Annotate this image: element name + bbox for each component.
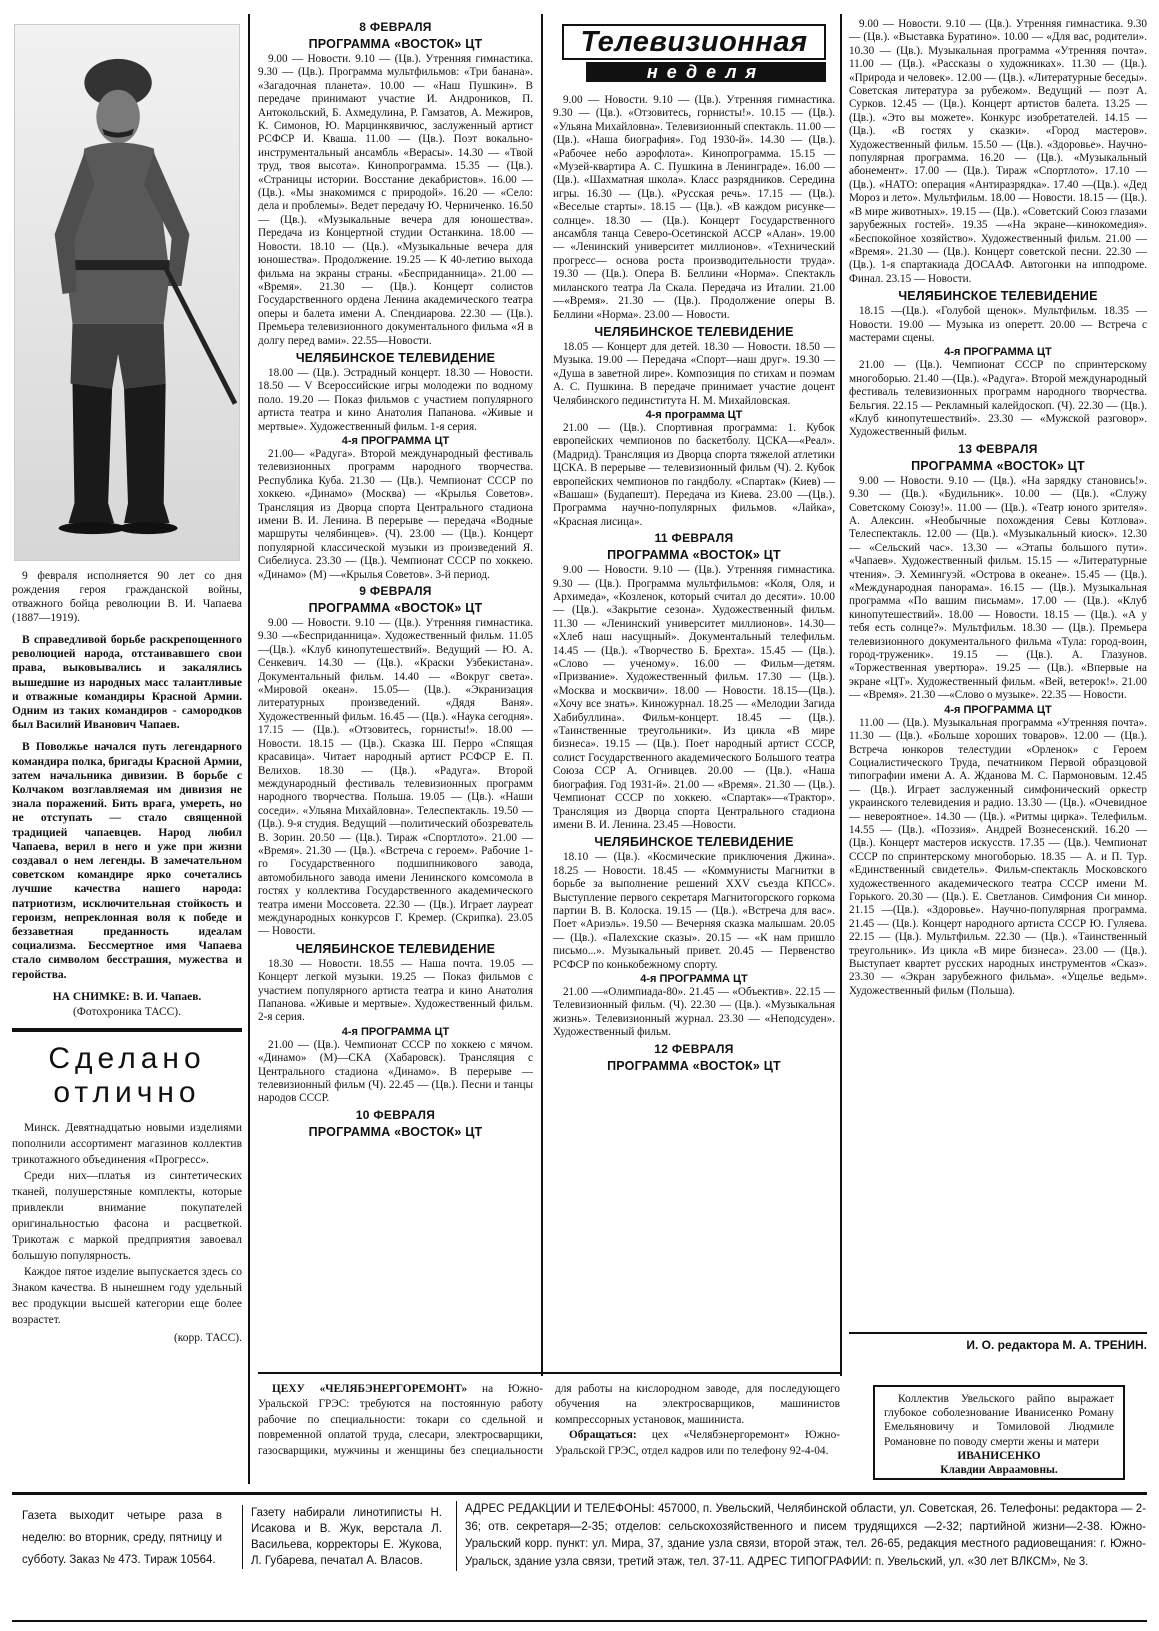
program-heading: 4-я ПРОГРАММА ЦТ (341, 1025, 450, 1038)
divider (12, 1028, 242, 1032)
column-tv-feb8-9 (258, 18, 533, 1380)
condolence-surname: ИВАНИСЕНКО (957, 1449, 1041, 1462)
divider (258, 1372, 840, 1374)
article-paragraph: В Поволжье начался путь легендарного командира полка, бригады Красной Армии, затем начальника дивизии. В борьбе с Колчаком возглавляемая им дивизия не знала поражений. Бить врага, умереть, но не отступать — стало священной традицией чапаевцев. Народ любил Чапаева, верил в него и уже при жизни создавал о нем легенды. В замечательном советском командире ярко сочетались лучшие качества нашего народа: патриотизм, исключительная стойкость и героизм, непреклонная воля к победе и беззаветная преданность идеалам социализма. Бессмертное имя Чапаева стало символом бесстрашия, мужества и геройства. (12, 741, 242, 981)
day-heading: 10 ФЕВРАЛЯ (355, 1107, 436, 1122)
schedule-text: 18.30 — Новости. 18.55 — Наша почта. 19.05 — Концерт легкой музыки. 19.25 — Показ фильмов с участием популярного артиста театра и кино Анатолия Папанова. «Живые и мертвые». Художественный фильм. 2-я серия. (258, 957, 533, 1024)
program-heading: ПРОГРАММА «ВОСТОК» ЦТ (308, 601, 483, 616)
schedule-text: 21.00 — (Цв.). Спортивная программа: 1. Кубок европейских чемпионов по баскетболу. ЦСКА—«Реал». (Мадрид). Трансляция из Дворца спорта тяжелой атлетики ЦСКА. В перерыве — телевизионный фильм (Ч). 2. Кубок европейских чемпионов по гандболу. «Спартак» (Киев) — «Вашаш» (Будапешт). Передача из Киева. 23.00 —(Цв.). Программа научно-популярных фильмов. «Лайка», «Красная лисица». (553, 421, 835, 528)
program-heading: ПРОГРАММА «ВОСТОК» ЦТ (308, 37, 483, 51)
publication-schedule: Газета выходит четыре раза в неделю: во вторник, среду, пятницу и субботу. Заказ № 473. Тираж 10564. (22, 1510, 222, 1566)
schedule-text: 21.00 — (Цв.). Чемпионат СССР по хоккею с мячом. «Динамо» (М)—СКА (Хабаровск). Трансляция с Центрального стадиона «Динамо». В перерыве — телевизионный фильм (Ч). 22.45 — (Цв.). Песни и танцы народов СССР. (258, 1038, 533, 1105)
column-rule (541, 14, 543, 1376)
program-heading: 4-я ПРОГРАММА ЦТ (944, 346, 1052, 359)
program-heading: ЧЕЛЯБИНСКОЕ ТЕЛЕВИДЕНИЕ (295, 350, 496, 365)
day-heading: 13 ФЕВРАЛЯ (958, 441, 1038, 456)
condolence-name: Клавдии Авраамовны. (940, 1464, 1058, 1477)
program-heading: ПРОГРАММА «ВОСТОК» ЦТ (607, 1058, 781, 1073)
production-staff: Газету набирали линотиписты Н. Исакова и В. Жук, верстала Л. Васильева, корректоры Е. Жукова, Л. Губарева, печатал А. Власов. (242, 1505, 442, 1569)
column-rule (248, 14, 250, 1484)
schedule-text: 21.00 — (Цв.). Чемпионат СССР по спринтерскому многоборью. 21.40 —(Цв.). «Радуга». Второй международный фестиваль телевизионных программ народного творчества. Бельгия. 22.15 — Рекламный калейдоскоп. (Ч). 22.30 — (Цв.). «Клуб кинопутешествий». 23.30 — «Мужской разговор». Художественный фильм. (849, 359, 1147, 439)
program-heading: 4-я ПРОГРАММА ЦТ (341, 434, 450, 447)
ad-paragraph (555, 1428, 840, 1459)
program-heading: ПРОГРАММА «ВОСТОК» ЦТ (911, 458, 1085, 473)
logo-subtitle: неделя (586, 62, 826, 82)
photo-caption: 9 февраля исполняется 90 лет со дня рождения героя гражданской войны, отважного бойца революции В. И. Чапаева (1887—1919). (12, 570, 242, 624)
schedule-text: 18.10 — (Цв.). «Космические приключения Джина». 18.25 — Новости. 18.45 — «Коммунисты Магнитки в борьбе за выполнение решений XXV съезда КПСС». Выступление первого секретаря Магнитогорского горкома партии В. В. Колоска. 19.15 — (Цв.). «Встреча для вас». Поет «Ариэль». 19.50 — Вечерняя сказка малышам. 20.05 — (Цв.). «Палехские сказы». 20.15 — «К нам пришло письмо...». Музыкальный привет. 20.45 — Первенство РСФСР по конькобежному спорту. (553, 851, 835, 971)
editorial-address: АДРЕС РЕДАКЦИИ И ТЕЛЕФОНЫ: 457000, п. Увельский, Челябинской области, ул. Советская, 26. Телефоны: редактора — 2-36; отв. секретаря—2-35; отделов: сельскохозяйственного и писем трудящихся —2-32; партийной жизни—2-38. Южно-Уральский корр. пункт: ул. Мира, 37, здание узла связи, второй этаж, тел. 26-65, редакция местного радиовещания: г. Южно-Уральск, здание узла связи, третий этаж, тел. 37-11. АДРЕС ТИПОГРАФИИ: п. Увельский, ул. «30 лет ВЛКСМ», № 3. (456, 1501, 1146, 1571)
imprint-footer (12, 1492, 1147, 1622)
ad-contact: цех «Челябэнергоремонт» Южно-Уральской ГРЭС, отдел кадров или по телефону 92-4-04. (555, 1429, 840, 1457)
made-correspondent: (корр. ТАСС). (173, 1331, 242, 1344)
program-heading: ЧЕЛЯБИНСКОЕ ТЕЛЕВИДЕНИЕ (594, 324, 794, 339)
day-heading: 8 ФЕВРАЛЯ (359, 20, 432, 34)
schedule-text: 11.00 — (Цв.). Музыкальная программа «Утренняя почта». 11.30 — (Цв.). «Больше хороших товаров». 12.00 — (Цв.). Встреча юнкоров телестудии «Орленок» с Героем Социалистического Труда, печатником Первой образцовой типографии имени А. А. Жданова М. С. Пармоновым. 12.45 — (Цв.). Играет заслуженный симфонический оркестр украинского телевидения и радио. 13.30 — (Цв.). «Очевидное — невероятное». 14.30 — (Цв.). «Ритмы цирка». Телефильм. 14.55 — (Цв.). «Поэзия». Андрей Вознесенский. 16.20 — (Цв.). Концерт мастеров искусств. 17.35 — (Цв.). Чемпионат СССР по спринтерскому многоборью. 18.35 — А. и П. Тур. «Единственный свидетель». Фильм-спектакль Московского художественного академического театра СССР имени М. Горького. 20.30 — (Цв.). Е. Светланов. Симфония Си минор. 21.15 —(Цв.). «Здоровье». Научно-популярная программа. 21.45 — (Цв.). Концерт народного артиста СССР Ю. Гуляева. 22.15 — (Цв.). Мультфильм. 22.30 — (Цв.). «Таинственный треугольник». Из цикла «В мире бизнеса». 23.00 — (Цв.). Выступает квартет русских народных инструментов «Сказ». 23.30 — «Экран зарубежного фильма». «Ущелье ведьм». Художественный фильм (Польша). (849, 716, 1147, 997)
chapaev-photo (14, 24, 240, 561)
ad-company: ЦЕХУ «ЧЕЛЯБЭНЕРГОРЕМОНТ» (272, 1383, 468, 1395)
program-heading: ПРОГРАММА «ВОСТОК» ЦТ (308, 1124, 483, 1139)
logo-title: Телевизионная (562, 24, 826, 60)
column-tv-feb10-12 (553, 18, 835, 1380)
program-heading: ЧЕЛЯБИНСКОЕ ТЕЛЕВИДЕНИЕ (898, 289, 1098, 304)
day-heading: 9 ФЕВРАЛЯ (359, 584, 432, 599)
made-paragraph: Среди них—платья из синтетических тканей, полушерстяные комплекты, которые привлекли внимание покупателей оригинальностью фасона и расцветкой. Трикотаж с маркой предприятия завоевал большую популярность. (12, 1169, 242, 1262)
program-heading: 4-я ПРОГРАММА ЦТ (640, 972, 748, 985)
program-heading: ЧЕЛЯБИНСКОЕ ТЕЛЕВИДЕНИЕ (594, 835, 794, 850)
job-advertisement (258, 1382, 840, 1459)
photo-credit: НА СНИМКЕ: В. И. Чапаев. (52, 990, 202, 1003)
schedule-text: 9.00 — Новости. 9.10 — (Цв.). «На зарядку становись!». 9.30 — (Цв.). «Будильник». 10.00 — (Цв.). «Служу Советскому Союзу!». 11.00 — (Цв.). «Театр юного зрителя». А. Алексин. «Необычные похождения Севы Котлова». Телеспектакль. 12.00 — (Цв.). «Музыкальный киоск». 12.30 — «Сельский час». 13.30 — «Этапы большого пути». «Чапаев». Художественный фильм. 15.15 — «Литературные чтения». Э. Хемингуэй. «Острова в океане». 15.45 — (Цв.). «Международная панорама». 16.15 — (Цв.). Музыкальная программа «По вашим письмам». 17.00 — (Цв.). «Клуб кинопутешествий». 18.00 — Новости. 18.15 — (Цв.). «А у тебя есть солнце?». Мультфильм. 18.30 — (Цв.). Премьера телевизионного документального фильма «Тула: город-воин, город-труженик». 19.15 — (Цв.). А. Глазунов. «Торжественная увертюра». 19.25 — (Цв.). «Впервые на экране «ЦТ». Художественный фильм. «Вей, ветерок!». 21.00 — «Время». 21.30 —«Слово о музыке». 22.35 — Новости. (849, 474, 1147, 702)
schedule-text: 21.00— «Радуга». Второй международный фестиваль телевизионных программ народного творчества. Республика Куба. 21.30 — (Цв.). Чемпионат СССР по хоккею. «Динамо» (Москва) — «Крылья Советов». Трансляция из Дворца спорта Центрального стадиона имени В. И. Ленина. В перерыве — передача «Водные маршруты челябинцев». (Ч). 23.00 — (Цв.). Концерт популярной классической музыки из произведений Я. Сибелиуса. 23.30 — (Цв.). Чемпионат СССР по хоккею. «Динамо» (М) —«Крылья Советов». 3-й период. (258, 447, 533, 581)
column-tv-feb12-13 (849, 18, 1147, 1380)
schedule-text: 9.00 — Новости. 9.10 — (Цв.). Утренняя гимнастика. 9.30 — (Цв.). Программа мультфильмов: «Три банана». «Загадочная планета». 10.00 — «Наш Пушкин». В передаче принимают участие И. Андроников, П. Антокольский, Б. Ахмедулина, Р. Гамзатов, А. Межиров, К. Симонов, Ю. Марцинкявичюс, заслуженный артист РСФСР И. Кваша. 11.00 — (Цв.). Поэт вокально-инструментальный ансамбль «Верасы». 14.30 — «Твой труд, твоя высота». Кинопрограмма. 15.35 — (Цв.). «Страницы истории. Восстание декабристов». 16.00 — (Цв.). «Мы знакомимся с природой». 16.20 — «Село: дела и проблемы». Ведет передачу Ю. Черниченко. 16.50 — (Цв.). «Музыкальные вечера для юношества». Передача из Концертной студии Останкина. 18.00 — Новости. 18.10 — (Цв.). «Музыкальные вечера для юношества». Продолжение. 19.25 — К 40-летию выхода фильма на экраны страны. «Бесприданница». 21.00 — «Время». 21.30 — (Цв.). Концерт солистов Государственного ордена Ленина академического театра оперы и балета имени А. Спендиарова. 22.30 — (Цв.). Премьера телевизионного документального фильма «Я в долгу перед вами». 22.55—Новости. (258, 53, 533, 347)
day-heading: 11 ФЕВРАЛЯ (654, 531, 734, 546)
schedule-text: 21.00 —«Олимпиада-80». 21.45 — «Объектив». 22.15 — Телевизионный фильм. (Ч). 22.30 — (Цв.). «Музыкальная жизнь». Телевизионный журнал. 23.30 — «Неподсуден». Художественный фильм. (553, 985, 835, 1039)
schedule-text: 18.00 — (Цв.). Эстрадный концерт. 18.30 — Новости. 18.50 — V Всероссийские игры молодежи по водному поло. 19.20 — Показ фильмов с участием популярного артиста театра и кино Анатолия Папанова. «Живые и мертвые». Художественный фильм. 1-я серия. (258, 366, 533, 433)
ad-text: на Южно-Уральской ГРЭС: требуются на постоянную работу рабочие по специальности: токари со сдельной и повременной оплатой труда, слесари, электросварщики, газосварщики, мужчины и женщины без специальности для работы на кислородном заводе, для последующего обучения на электросварщиков, машинистов компрессорных установок, машиниста. (258, 1383, 840, 1457)
made-paragraph: Каждое пятое изделие выпускается здесь со Знаком качества. В нынешнем году удельный вес продукции высшей категории еще более возрастет. (12, 1265, 242, 1326)
ad-contact-label: Обращаться: (569, 1429, 637, 1442)
condolence-text: Коллектив Увельского райпо выражает глубокое соболезнование Иванисенко Роману Емельяновичу и Томиловой Людмиле Романовне по поводу смерти жены и матери (884, 1393, 1114, 1448)
schedule-text: 9.00 — Новости. 9.10 — (Цв.). Утренняя гимнастика. 9.30 — (Цв.). Программа мультфильмов: «Коля, Оля, и Архимеда», «Козленок, который считал до десяти». 10.00 — (Цв.). «Закрытие сезона». Художественный фильм. 11.30 — «Ленинский университет миллионов». 14.30— «Хлеб наш насущный». Документальный телефильм. 14.45 — (Цв.). «Творчество Б. Брехта». 15.45 — (Цв.). «Слово — ученому». 16.00 — Фильм—детям. «Призвание». Художественный фильм. 17.30 — (Цв.). «Москва и москвичи». 18.00 — Новости. 18.15—(Цв.). «Хочу все знать». Киножурнал. 18.25 — «Мелодии Загида Хабибуллина». Фильм-концерт. 18.45 — (Цв.). «Таинственные треугольники». Из цикла «В мире бизнеса». 19.15 — (Цв.). Поет народный артист СССР, солист Государственного академического Большого театра Союза ССР А. Огнивцев. 20.00 — (Цв.). «Наша биография. Год 1931-й». 21.00 — «Время». 21.30 — (Цв.). Чемпионат СССР по хоккею. «Спартак»—«Трактор». Трансляция из Дворца спорта Центрального стадиона имени В. И. Ленина. 23.45 —Новости. (553, 564, 835, 831)
column-rule (840, 14, 842, 1376)
schedule-text: 18.15 —(Цв.). «Голубой щенок». Мультфильм. 18.35 — Новости. 19.00 — Музыка из оперетт. 20.00 — Встреча с мастерами сцены. (849, 305, 1147, 344)
made-paragraph: Минск. Девятнадцатью новыми изделиями пополнили ассортимент магазинов коллектив трикотажного объединения «Прогресс». (12, 1121, 242, 1166)
article-paragraph: В справедливой борьбе раскрепощенного революцией народа, отстаивавшего свои права, выковывались и закалялись вышедшие из народных масс талантливые и отважные командиры Красной Армии. Одним из таких командиров - самородков был Василий Иванович Чапаев. (12, 634, 242, 732)
portrait-image (15, 25, 239, 560)
schedule-text: 9.00 — Новости. 9.10 — (Цв.). Утренняя гимнастика. 9.30 — (Цв.). «Отзовитесь, горнисты!». 10.15 — (Цв.). «Ульяна Михайловна». Телевизионный спектакль. 11.00 — (Цв.). «Наша биография». Год 1930-й». 14.30 — (Цв.). «Рабочее небо аэрофлота». Кинопрограмма. 15.15 — «Музей-квартира А. С. Пушкина в Ленинграде». 16.00 — (Цв.). «Шахматная школа». Класс разрядников. Середина игры. 16.30 — (Цв.). «Русская речь». 17.15 — (Цв.). «Веселые старты». 18.15 — (Цв.). «В каждом рисунке—солнце». 18.30 — (Цв.). Концерт Государственного ансамбля танца Северо-Осетинской АССР «Алан». 19.00 — «Ленинский университет миллионов». «Технический прогресс— основа роста производительности труда». 19.30 — (Цв.). Опера В. Беллини «Норма». Спектакль миланского театра Ла Скала. Передача из Италии. 21.00 —«Время». 21.30 — (Цв.). Продолжение оперы В. Беллини «Норма». 23.00 — Новости. (553, 94, 835, 321)
photo-source: (Фотохроника ТАСС). (72, 1005, 182, 1018)
schedule-text: 18.05 — Концерт для детей. 18.30 — Новости. 18.50 — Музыка. 19.00 — Передача «Спорт—наш друг». 19.30 — «Душа в заветной лире». Композиция по стихам и поэмам А. С. Пушкина. В передаче принимает участие доцент Челябинского пединститута Н. М. Михайловская. (553, 340, 835, 407)
program-heading: ПРОГРАММА «ВОСТОК» ЦТ (607, 548, 781, 563)
day-heading: 12 ФЕВРАЛЯ (654, 1041, 734, 1056)
program-heading: 4-я программа ЦТ (645, 408, 743, 421)
program-heading: 4-я ПРОГРАММА ЦТ (944, 703, 1052, 716)
schedule-text: 9.00 — Новости. 9.10 — (Цв.). Утренняя гимнастика. 9.30 — (Цв.). «Выставка Буратино». 10.00 — «Для вас, родители». 10.30 — (Цв.). Музыкальная программа «Утренняя почта». 11.00 — (Цв.). «Рассказы о художниках». 11.30 — (Цв.). «Природа и человек». 12.00 — (Цв.). «Литературные беседы». Советская литература за рубежом». Ведущий — поэт А. Сурков. 12.45 — (Цв.). Концерт артистов балета. 13.25 — (Цв.). «Это вы можете». Конкурс изобретателей. 14.15 — (Цв.). «В гостях у сказки». «Город мастеров». Художественный фильм. 15.50 — (Цв.). «Здоровье». Научно-популярная программа. 16.20 — (Цв.). «Музыкальный абонемент». 17.00 — (Цв.). Тираж «Спортлото». 17.10 — (Цв.). «НАТО: операция «Антиразрядка». 17.40 —(Цв.). «Дед Мороз и лето». Мультфильм. 18.00 — Новости. 18.15 — (Цв.). «В мире животных». 19.15 — (Цв.). «Советский Союз глазами зарубежных гостей». 19.35 —«На экране—кинокомедия». «Беспокойное хозяйство». Художественный фильм. 21.00 — «Время». 21.30 — (Цв.). Концерт советской песни. 22.30 — (Цв.). 1-я спартакиада ДОСААФ. Автогонки на ипподроме. Финал. 23.15 — Новости. (849, 18, 1147, 285)
made-title-line2: отлично (53, 1075, 201, 1109)
column-chapaev (12, 18, 242, 1483)
schedule-text: 9.00 — Новости. 9.10 — (Цв.). Утренняя гимнастика. 9.30 —«Бесприданница». Художественный фильм. 11.05—(Цв.). «Клуб кинопутешествий». Ведущий — Ю. А. Сенкевич. 14.30 — (Цв.). «Краски Узбекистана». Документальный фильм. 14.40 — «Вокруг света». «Мировой океан». 15.05— (Цв.). «Экранизация литературных произведений. «Дядя Ваня». Художественный фильм. 16.45 — (Цв.). «Наука сегодня». 17.15 — (Цв.). «Отзовитесь, горнисты!». 18.00 — Новости. 18.15 — (Цв.). Сказка Ш. Перро «Спящая красавица». Читает народный артист РСФСР Е. П. Велихов. 18.30 — (Цв.). «Радуга». Второй международный фестиваль телевизионных программ народного творчества. Польша. 19.05 — (Цв.). «Наши соседи». «Ульяна Михайловна». Телеспектакль. 19.50 — (Цв.). 9-я студия. Ведущий —политический обозреватель В. Зорин. 20.50 — (Цв.). Тираж «Спортлото». 21.00 — «Время». 21.30 — (Цв.). «Встреча с героем». Рабочие 1-го Государственного подшипникового завода, автомобильного завода имени Ленинского комсомола в гостях у коллектива Государственного академического театра имени Моссовета. 22.30 — (Цв.). Играет лауреат международных конкурсов Г. Кремер. (Скрипка). 23.05 — Новости. (258, 617, 533, 938)
made-article (12, 1120, 242, 1345)
program-heading: ЧЕЛЯБИНСКОЕ ТЕЛЕВИДЕНИЕ (295, 941, 496, 956)
made-title-line1: Сделано (48, 1041, 206, 1075)
editor-signature: И. О. редактора М. А. ТРЕНИН. (849, 1338, 1147, 1352)
condolence-box (873, 1385, 1125, 1480)
tv-week-logo (562, 22, 826, 84)
